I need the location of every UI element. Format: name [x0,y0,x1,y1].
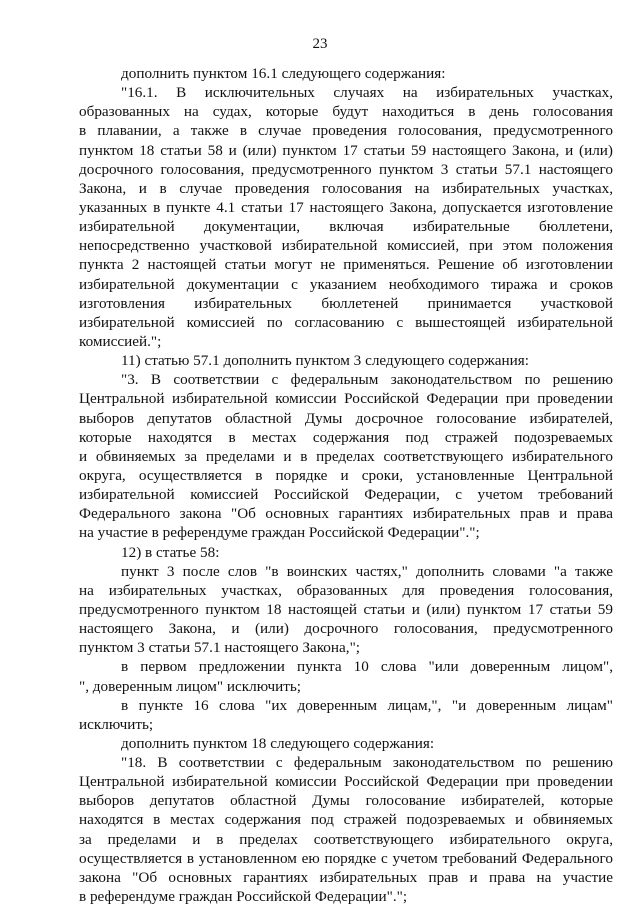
text-line: изготовления избирательных бюллетеней принимается участковой [79,294,613,312]
text-line: в плавании, а также в случае проведения голосования, предусмотренного [79,122,613,140]
paragraph [79,562,613,658]
text-line: на участие в референдуме граждан Российской Федерации"."; [79,524,480,542]
text-line: дополнить пунктом 16.1 следующего содержания: [121,65,446,82]
text-line: досрочного голосования, предусмотренного пунктом 3 статьи 57.1 настоящего [79,160,613,178]
text-line: в референдуме граждан Российской Федерации"."; [79,888,408,906]
text-line: находятся в местах содержания под стражей подозреваемых и обвиняемых [79,811,613,829]
text-line: пункт 3 после слов "в воинских частях," дополнить словами "а также [121,562,613,580]
text-line: выборов депутатов областной Думы досрочное голосование избирателей, [79,409,613,427]
text-line: Центральной избирательной комиссии Российской Федерации при проведении [79,390,613,408]
text-line: исключить; [79,715,154,733]
text-line: образованных на судах, которые будут находиться в день голосования [79,103,613,121]
paragraph [79,370,613,542]
paragraph [79,64,613,83]
paragraph [79,657,613,695]
text-line: за пределами и в пределах соответствующего избирательного округа, [79,830,613,848]
text-line: избирательной документации, включая избирательные бюллетени, [79,218,613,236]
text-line: комиссией."; [79,332,162,350]
text-line: "3. В соответствии с федеральным законодательством по решению [121,371,613,389]
text-line: ", доверенным лицом" исключить; [79,677,302,695]
text-line: на избирательных участках, образованных для проведения голосования, [79,581,613,599]
text-line: выборов депутатов областной Думы голосование избирателей, которые [79,792,613,810]
text-line: и обвиняемых за пределами и в пределах соответствующего избирательного [79,447,613,465]
text-line: Закона, и в случае проведения голосования на избирательных участках, [79,179,613,197]
paragraph [79,734,613,753]
text-line: 12) в статье 58: [121,543,220,561]
text-line: предусмотренного пунктом 18 настоящей статьи и (или) пунктом 17 статьи 59 [79,600,613,618]
text-line: непосредственно участковой избирательной комиссией, при этом положения [79,237,613,255]
text-line: в первом предложении пункта 10 слова "или доверенным лицом", [121,658,613,676]
text-line: округа, осуществляется в порядке и сроки, установленные Центральной [79,466,613,484]
text-line: пунктом 3 статьи 57.1 настоящего Закона,"; [79,639,360,657]
text-line: "18. В соответствии с федеральным законодательством по решению [121,754,613,772]
text-line: избирательной комиссией Российской Федерации, с учетом требований [79,486,613,504]
text-line: пункта 2 настоящей статьи могут не применяться. Решение об изготовлении [79,256,613,274]
text-line: настоящего Закона, и (или) досрочного голосования, предусмотренного [79,620,613,638]
paragraph [79,753,613,906]
paragraph [79,696,613,734]
text-line: 11) статью 57.1 дополнить пунктом 3 следующего содержания: [121,352,529,370]
text-line: "16.1. В исключительных случаях на избирательных участках, [121,84,613,102]
text-line: осуществляется в установленном ею порядке с учетом требований Федерального [79,849,613,867]
text-line: в пункте 16 слова "их доверенным лицам,", "и доверенным лицам" [121,696,613,714]
text-line: Центральной избирательной комиссии Российской Федерации при проведении [79,773,613,791]
paragraph [79,83,613,351]
text-line: дополнить пунктом 18 следующего содержания: [121,734,435,752]
text-line: указанных в пункте 4.1 статьи 17 настоящего Закона, допускается изготовление [79,198,613,216]
text-line: избирательной комиссией по согласованию с вышестоящей избирательной [79,313,613,331]
page-number: 23 [312,36,328,52]
paragraph [79,543,613,562]
text-line: закона "Об основных гарантиях избирательных прав и права на участие [79,868,613,886]
text-line: которые находятся в местах содержания под стражей подозреваемых [79,428,613,446]
document-body [79,64,613,906]
text-line: избирательной документации с указанием необходимого тиража и сроков [79,275,613,293]
paragraph [79,351,613,370]
text-line: Федерального закона "Об основных гарантиях избирательных прав и права [79,505,613,523]
text-line: пунктом 18 статьи 58 и (или) пунктом 17 статьи 59 настоящего Закона, и (или) [79,141,613,159]
